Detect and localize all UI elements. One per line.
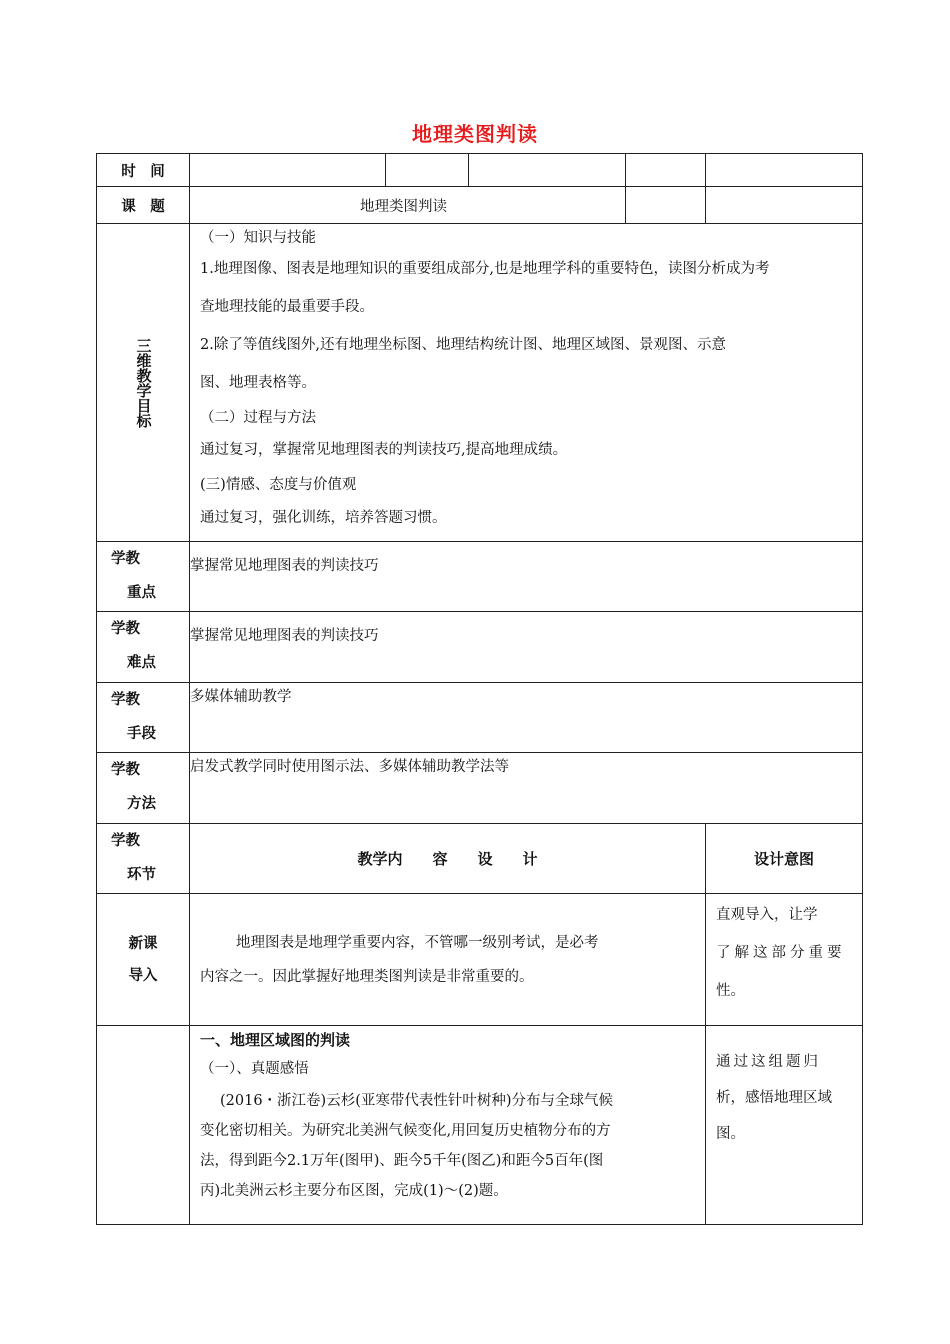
intro-content-a: 地理图表是地理学重要内容，不管哪一级别考试，是必考 <box>236 934 599 951</box>
time-cell-1 <box>190 154 386 187</box>
section1-intent <box>706 1026 863 1225</box>
section1-paragraph-b: 变化密切相关。为研究北美洲气候变化,用回复历史植物分布的方 <box>200 1123 611 1139</box>
time-row <box>97 154 863 187</box>
objectives-s1-p2-b: 图、地理表格等。 <box>200 375 316 391</box>
objectives-s3-p1: 通过复习，强化训练，培养答题习惯。 <box>200 510 447 526</box>
intro-intent-b: 了解这部分重要 <box>716 945 846 961</box>
key-points-row <box>97 542 863 612</box>
key-points-label-b: 重点 <box>127 585 156 601</box>
objectives-label-cell <box>97 224 190 542</box>
objectives-row <box>97 224 863 542</box>
process-label-b: 环节 <box>127 867 156 883</box>
section1-label-cell <box>97 1026 190 1225</box>
difficult-points-label-b: 难点 <box>127 655 156 671</box>
time-cell-4 <box>626 154 706 187</box>
section1-intent-c: 图。 <box>716 1126 745 1142</box>
objectives-s1-p1-b: 查地理技能的最重要手段。 <box>200 299 374 315</box>
objectives-s2-p1: 通过复习，掌握常见地理图表的判读技巧,提高地理成绩。 <box>200 442 568 458</box>
difficult-points-label <box>97 612 190 683</box>
section1-row <box>97 1026 863 1225</box>
intro-intent <box>706 894 863 1026</box>
objectives-label: 三维教学目标 <box>134 337 153 428</box>
process-header-row <box>97 824 863 894</box>
process-label-a: 学教 <box>111 833 140 849</box>
method-label <box>97 753 190 824</box>
time-cell-5 <box>706 154 863 187</box>
objectives-content <box>190 224 863 542</box>
means-row <box>97 683 863 753</box>
topic-label: 课 题 <box>97 187 190 224</box>
objectives-s2-heading: （二）过程与方法 <box>200 410 316 426</box>
page-title: 地理类图判读 <box>412 122 538 146</box>
intro-content-b: 内容之一。因此掌握好地理类图判读是非常重要的。 <box>200 968 534 985</box>
means-label-b: 手段 <box>127 726 156 742</box>
process-label <box>97 824 190 894</box>
section1-content <box>190 1026 706 1225</box>
topic-value: 地理类图判读 <box>190 187 626 224</box>
objectives-s1-p2-a: 2.除了等值线图外,还有地理坐标图、地理结构统计图、地理区域图、景观图、示意 <box>200 337 726 353</box>
method-value: 启发式教学同时使用图示法、多媒体辅助教学法等 <box>190 753 863 824</box>
means-label <box>97 683 190 753</box>
means-value: 多媒体辅助教学 <box>190 683 863 753</box>
content-design-heading: 教学内 容 设 计 <box>190 824 706 894</box>
objectives-s1-heading: （一）知识与技能 <box>200 230 316 246</box>
difficult-points-value: 掌握常见地理图表的判读技巧 <box>190 612 863 683</box>
objectives-s1-p1-a: 1.地理图像、图表是地理知识的重要组成部分,也是地理学科的重要特色，读图分析成为考 <box>200 261 770 277</box>
intro-label-b: 导入 <box>128 967 158 984</box>
intro-intent-c: 性。 <box>716 983 745 999</box>
difficult-points-label-a: 学教 <box>111 621 140 637</box>
section1-paragraph-c: 法，得到距今2.1万年(图甲)、距今5千年(图乙)和距今5百年(图 <box>200 1153 604 1169</box>
intro-row <box>97 894 863 1026</box>
key-points-label <box>97 542 190 612</box>
objectives-s3-heading: (三)情感、态度与价值观 <box>200 477 357 493</box>
method-label-a: 学教 <box>111 762 140 778</box>
topic-cell-3 <box>706 187 863 224</box>
intro-content <box>190 894 706 1026</box>
method-label-b: 方法 <box>127 796 156 812</box>
key-points-value: 掌握常见地理图表的判读技巧 <box>190 542 863 612</box>
time-label: 时 间 <box>97 154 190 187</box>
section1-subheading: （一）、真题感悟 <box>200 1061 309 1077</box>
topic-cell-2 <box>626 187 706 224</box>
time-cell-2 <box>386 154 469 187</box>
intro-intent-a: 直观导入，让学 <box>716 907 818 923</box>
key-points-label-a: 学教 <box>111 551 140 567</box>
means-label-a: 学教 <box>111 692 140 708</box>
section1-intent-b: 析，感悟地理区域 <box>716 1090 832 1106</box>
intro-label <box>97 894 190 1026</box>
difficult-points-row <box>97 612 863 683</box>
section1-intent-a: 通过这组题归 <box>716 1054 821 1070</box>
lesson-plan-table <box>96 153 863 1225</box>
design-intent-heading: 设计意图 <box>706 824 863 894</box>
section1-paragraph-d: 丙)北美洲云杉主要分布区图，完成(1)～(2)题。 <box>200 1183 508 1199</box>
topic-row <box>97 187 863 224</box>
section1-heading: 一、地理区域图的判读 <box>200 1031 351 1049</box>
intro-label-a: 新课 <box>128 935 158 952</box>
section1-paragraph-a: (2016・浙江卷)云杉(亚寒带代表性针叶树种)分布与全球气候 <box>220 1093 614 1109</box>
method-row <box>97 753 863 824</box>
time-cell-3 <box>469 154 626 187</box>
